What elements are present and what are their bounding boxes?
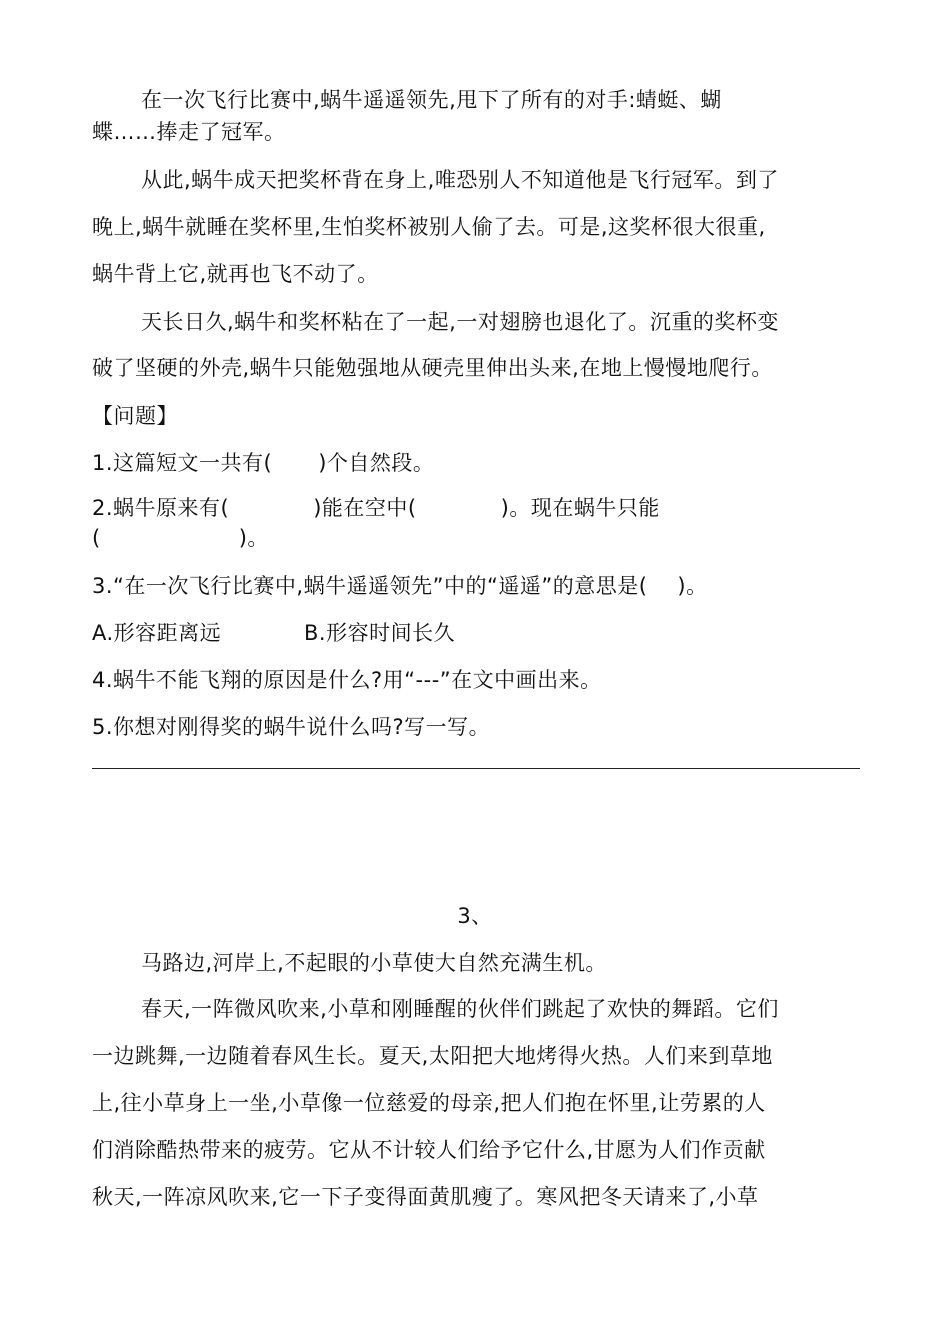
question-5: 5.你想对刚得奖的蜗牛说什么吗?写一写。 xyxy=(92,715,491,739)
paragraph-line: 马路边,河岸上,不起眼的小草使大自然充满生机。 xyxy=(141,951,607,975)
paragraph-line: 们消除酷热带来的疲劳。它从不计较人们给予它什么,甘愿为人们作贡献 xyxy=(92,1138,766,1162)
questions-heading: 【问题】 xyxy=(92,404,178,428)
paragraph-line: 上,往小草身上一坐,小草像一位慈爱的母亲,把人们抱在怀里,让劳累的人 xyxy=(92,1091,766,1115)
paragraph-line: 春天,一阵微风吹来,小草和刚睡醒的伙伴们跳起了欢快的舞蹈。它们 xyxy=(141,997,779,1021)
paragraph-line: 蝶……捧走了冠军。 xyxy=(92,120,286,144)
question-2-continued xyxy=(92,524,269,552)
question-3-option-b: B.形容时间长久 xyxy=(304,621,456,645)
paragraph-line: 晚上,蜗牛就睡在奖杯里,生怕奖杯被别人偷了去。可是,这奖杯很大很重, xyxy=(92,215,766,239)
question-1 xyxy=(92,449,434,477)
section-number: 3、 xyxy=(457,904,493,928)
question-2-text-mid: )能在空中( xyxy=(313,496,417,520)
question-1-text-end: )个自然段。 xyxy=(318,451,435,475)
question-2-paren-close: )。 xyxy=(238,526,269,550)
paragraph-line: 从此,蜗牛成天把奖杯背在身上,唯恐别人不知道他是飞行冠军。到了 xyxy=(141,168,779,192)
paragraph-line: 天长日久,蜗牛和奖杯粘在了一起,一对翅膀也退化了。沉重的奖杯变 xyxy=(141,310,779,334)
paragraph-line: 破了坚硬的外壳,蜗牛只能勉强地从硬壳里伸出头来,在地上慢慢地爬行。 xyxy=(92,356,773,380)
question-2-text: 2.蜗牛原来有( xyxy=(92,496,230,520)
question-3-text-end: )。 xyxy=(677,574,708,598)
question-2-paren-open: ( xyxy=(92,526,101,550)
answer-line xyxy=(92,768,860,769)
paragraph-line: 在一次飞行比赛中,蜗牛遥遥领先,甩下了所有的对手:蜻蜓、蝴 xyxy=(141,88,722,112)
paragraph-line: 秋天,一阵凉风吹来,它一下子变得面黄肌瘦了。寒风把冬天请来了,小草 xyxy=(92,1185,759,1209)
question-3 xyxy=(92,572,708,600)
question-4: 4.蜗牛不能飞翔的原因是什么?用“---”在文中画出来。 xyxy=(92,668,602,692)
paragraph-line: 一边跳舞,一边随着春风生长。夏天,太阳把大地烤得火热。人们来到草地 xyxy=(92,1044,773,1068)
question-2-text-end: )。现在蜗牛只能 xyxy=(500,496,660,520)
question-2 xyxy=(92,494,660,522)
paragraph-line: 蜗牛背上它,就再也飞不动了。 xyxy=(92,262,379,286)
question-1-text: 1.这篇短文一共有( xyxy=(92,451,273,475)
question-3-text: 3.“在一次飞行比赛中,蜗牛遥遥领先”中的“遥遥”的意思是( xyxy=(92,574,648,598)
question-3-option-a: A.形容距离远 xyxy=(92,621,222,645)
